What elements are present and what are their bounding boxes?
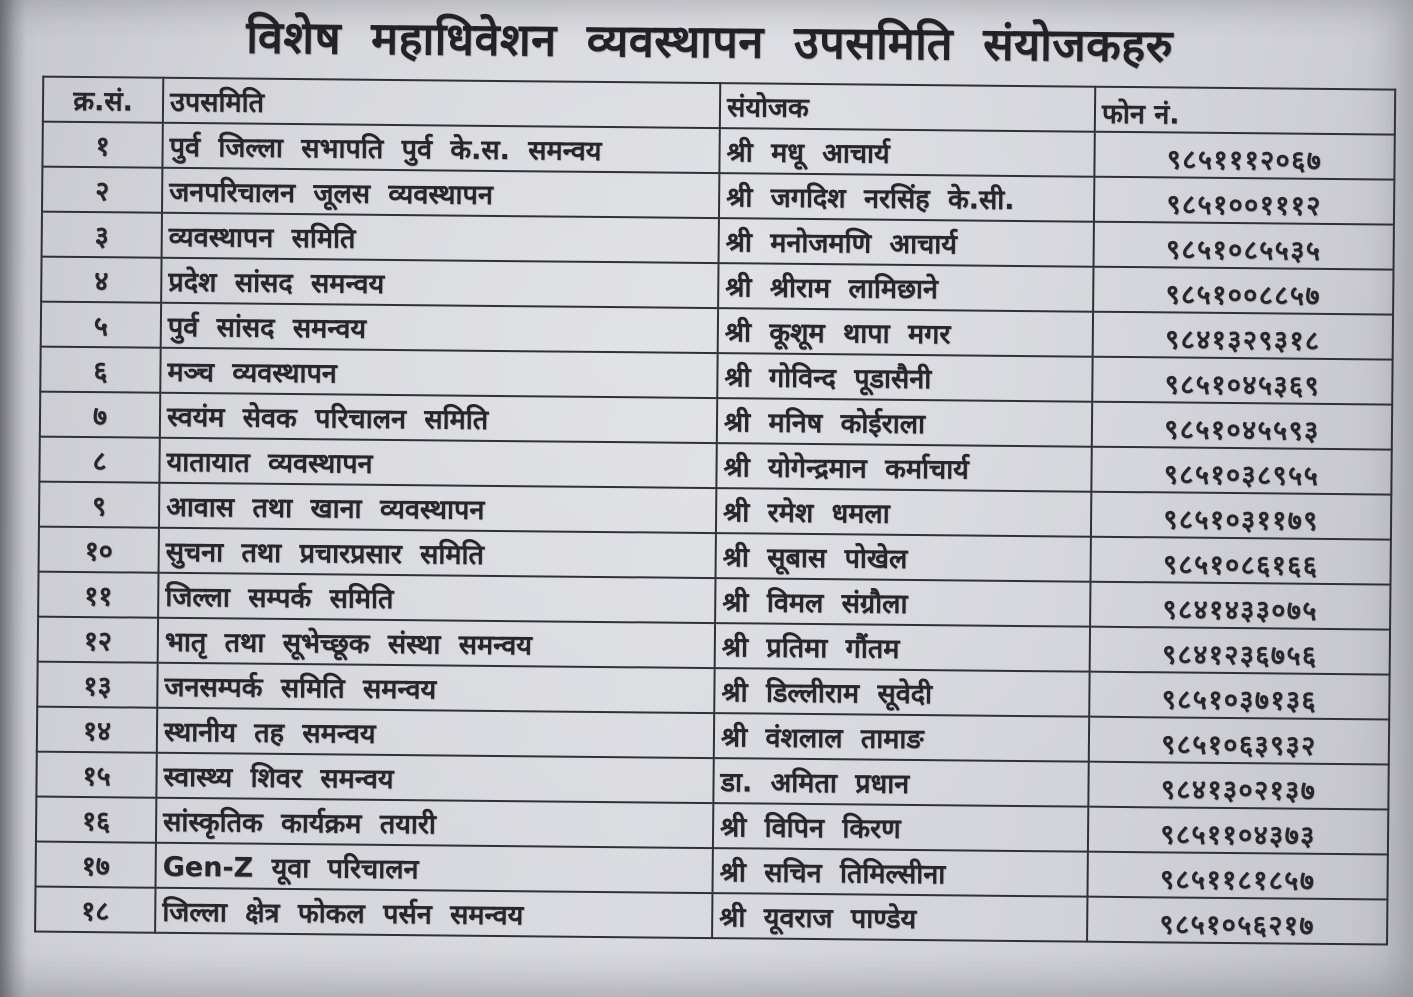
phone-cell: ९८४१४३३०७५: [1090, 582, 1390, 630]
coordinator-cell: श्री गोविन्द पूडासैनी: [717, 353, 1092, 402]
phone-cell: ९८५१०३७१३६: [1089, 672, 1389, 720]
subcommittee-cell: जिल्ला क्षेत्र फोकल पर्सन समन्वय: [155, 888, 712, 938]
coordinator-cell: श्री विपिन किरण: [713, 803, 1088, 852]
coordinator-cell: श्री प्रतिमा गौंतम: [715, 623, 1090, 672]
serial-number-cell: २: [42, 167, 162, 213]
coordinator-cell: श्री सूबास पोखेल: [716, 533, 1091, 582]
coordinators-table: [34, 76, 1396, 946]
coordinator-cell: श्री रमेश धमला: [716, 488, 1091, 537]
subcommittee-cell: सांस्कृतिक कार्यक्रम तयारी: [156, 798, 713, 848]
subcommittee-cell: आवास तथा खाना व्यवस्थापन: [159, 483, 716, 533]
subcommittee-cell: Gen-Z यूवा परिचालन: [156, 843, 713, 893]
subcommittee-cell: यातायात व्यवस्थापन: [159, 438, 716, 488]
serial-number-cell: १२: [38, 617, 158, 663]
serial-number-cell: १: [42, 122, 162, 168]
serial-number-cell: ४: [41, 257, 161, 303]
header-coordinator: संयोजक: [720, 83, 1095, 132]
serial-number-cell: ८: [39, 437, 159, 483]
phone-cell: ९८५१०४५५९३: [1092, 402, 1392, 450]
serial-number-cell: १७: [36, 842, 156, 888]
coordinator-cell: श्री विमल संग्रौला: [715, 578, 1090, 627]
phone-cell: ९८५१०८५५३५: [1094, 222, 1394, 270]
coordinator-cell: श्री कूशूम थापा मगर: [718, 308, 1093, 357]
phone-cell: ९८४१३०२१३७: [1088, 762, 1388, 810]
header-subcommittee: उपसमिति: [163, 78, 720, 128]
serial-number-cell: ११: [38, 572, 158, 618]
phone-cell: ९८४१३२९३१८: [1093, 312, 1393, 360]
serial-number-cell: ६: [40, 347, 160, 393]
serial-number-cell: ९: [39, 482, 159, 528]
phone-cell: ९८५१०३८९५५: [1091, 447, 1391, 495]
header-serial-number: क्र.सं.: [43, 77, 163, 123]
coordinator-cell: श्री सचिन तिमिल्सीना: [712, 848, 1087, 897]
header-phone: फोन नं.: [1095, 87, 1395, 135]
phone-cell: ९८५१०४५३६९: [1092, 357, 1392, 405]
coordinator-cell: श्री श्रीराम लामिछाने: [718, 263, 1093, 312]
serial-number-cell: १८: [35, 887, 155, 933]
subcommittee-cell: पुर्व जिल्ला सभापति पुर्व के.स. समन्वय: [162, 123, 719, 173]
serial-number-cell: १५: [36, 752, 156, 798]
subcommittee-cell: भातृ तथा सूभेच्छूक संस्था समन्वय: [158, 618, 715, 668]
serial-number-cell: ३: [42, 212, 162, 258]
phone-cell: ९८५१११२०६७: [1094, 132, 1394, 180]
phone-cell: ९८५१०८६१६६: [1090, 537, 1390, 585]
serial-number-cell: १४: [37, 707, 157, 753]
phone-cell: ९८५१०६३९३२: [1089, 717, 1389, 765]
subcommittee-cell: जनपरिचालन जूलस व्यवस्थापन: [162, 168, 719, 218]
serial-number-cell: १६: [36, 797, 156, 843]
coordinator-cell: श्री मनोजमणि आचार्य: [719, 218, 1094, 267]
subcommittee-cell: व्यवस्थापन समिति: [162, 213, 719, 263]
serial-number-cell: १०: [39, 527, 159, 573]
coordinator-cell: श्री मधू आचार्य: [719, 128, 1094, 177]
phone-cell: ९८४१२३६७५६: [1090, 627, 1390, 675]
phone-cell: ९८५१००१११२: [1094, 177, 1394, 225]
phone-cell: ९८५११८१८५७: [1087, 852, 1387, 900]
subcommittee-cell: स्वास्थ्य शिवर समन्वय: [156, 753, 713, 803]
phone-cell: ९८५११०४३७३: [1088, 807, 1388, 855]
coordinator-cell: श्री वंशलाल तामाङ: [714, 713, 1089, 762]
subcommittee-cell: जनसम्पर्क समिति समन्वय: [157, 663, 714, 713]
subcommittee-cell: स्थानीय तह समन्वय: [157, 708, 714, 758]
serial-number-cell: ५: [41, 302, 161, 348]
subcommittee-cell: सुचना तथा प्रचारप्रसार समिति: [159, 528, 716, 578]
subcommittee-cell: जिल्ला सम्पर्क समिति: [158, 573, 715, 623]
serial-number-cell: १३: [37, 662, 157, 708]
phone-cell: ९८५१०३११७९: [1091, 492, 1391, 540]
serial-number-cell: ७: [40, 392, 160, 438]
coordinator-cell: डा. अमिता प्रधान: [713, 758, 1088, 807]
subcommittee-cell: स्वयंम सेवक परिचालन समिति: [160, 393, 717, 443]
phone-cell: ९८५१०५६२१७: [1087, 897, 1387, 945]
subcommittee-cell: प्रदेश सांसद समन्वय: [161, 258, 718, 308]
phone-cell: ९८५१००८८५७: [1093, 267, 1393, 315]
coordinator-cell: श्री मनिष कोईराला: [717, 398, 1092, 447]
paper-sheet: [21, 0, 1390, 945]
coordinator-cell: श्री यूवराज पाण्डेय: [712, 893, 1087, 942]
coordinator-cell: श्री डिल्लीराम सूवेदी: [714, 668, 1089, 717]
document-title: विशेष महाधिवेशन व्यवस्थापन उपसमिति संयोजकहरु: [246, 10, 1174, 73]
coordinator-cell: श्री योगेन्द्रमान कर्माचार्य: [716, 443, 1091, 492]
subcommittee-cell: पुर्व सांसद समन्वय: [161, 303, 718, 353]
subcommittee-cell: मञ्च व्यवस्थापन: [160, 348, 717, 398]
coordinator-cell: श्री जगदिश नरसिंह के.सी.: [719, 173, 1094, 222]
